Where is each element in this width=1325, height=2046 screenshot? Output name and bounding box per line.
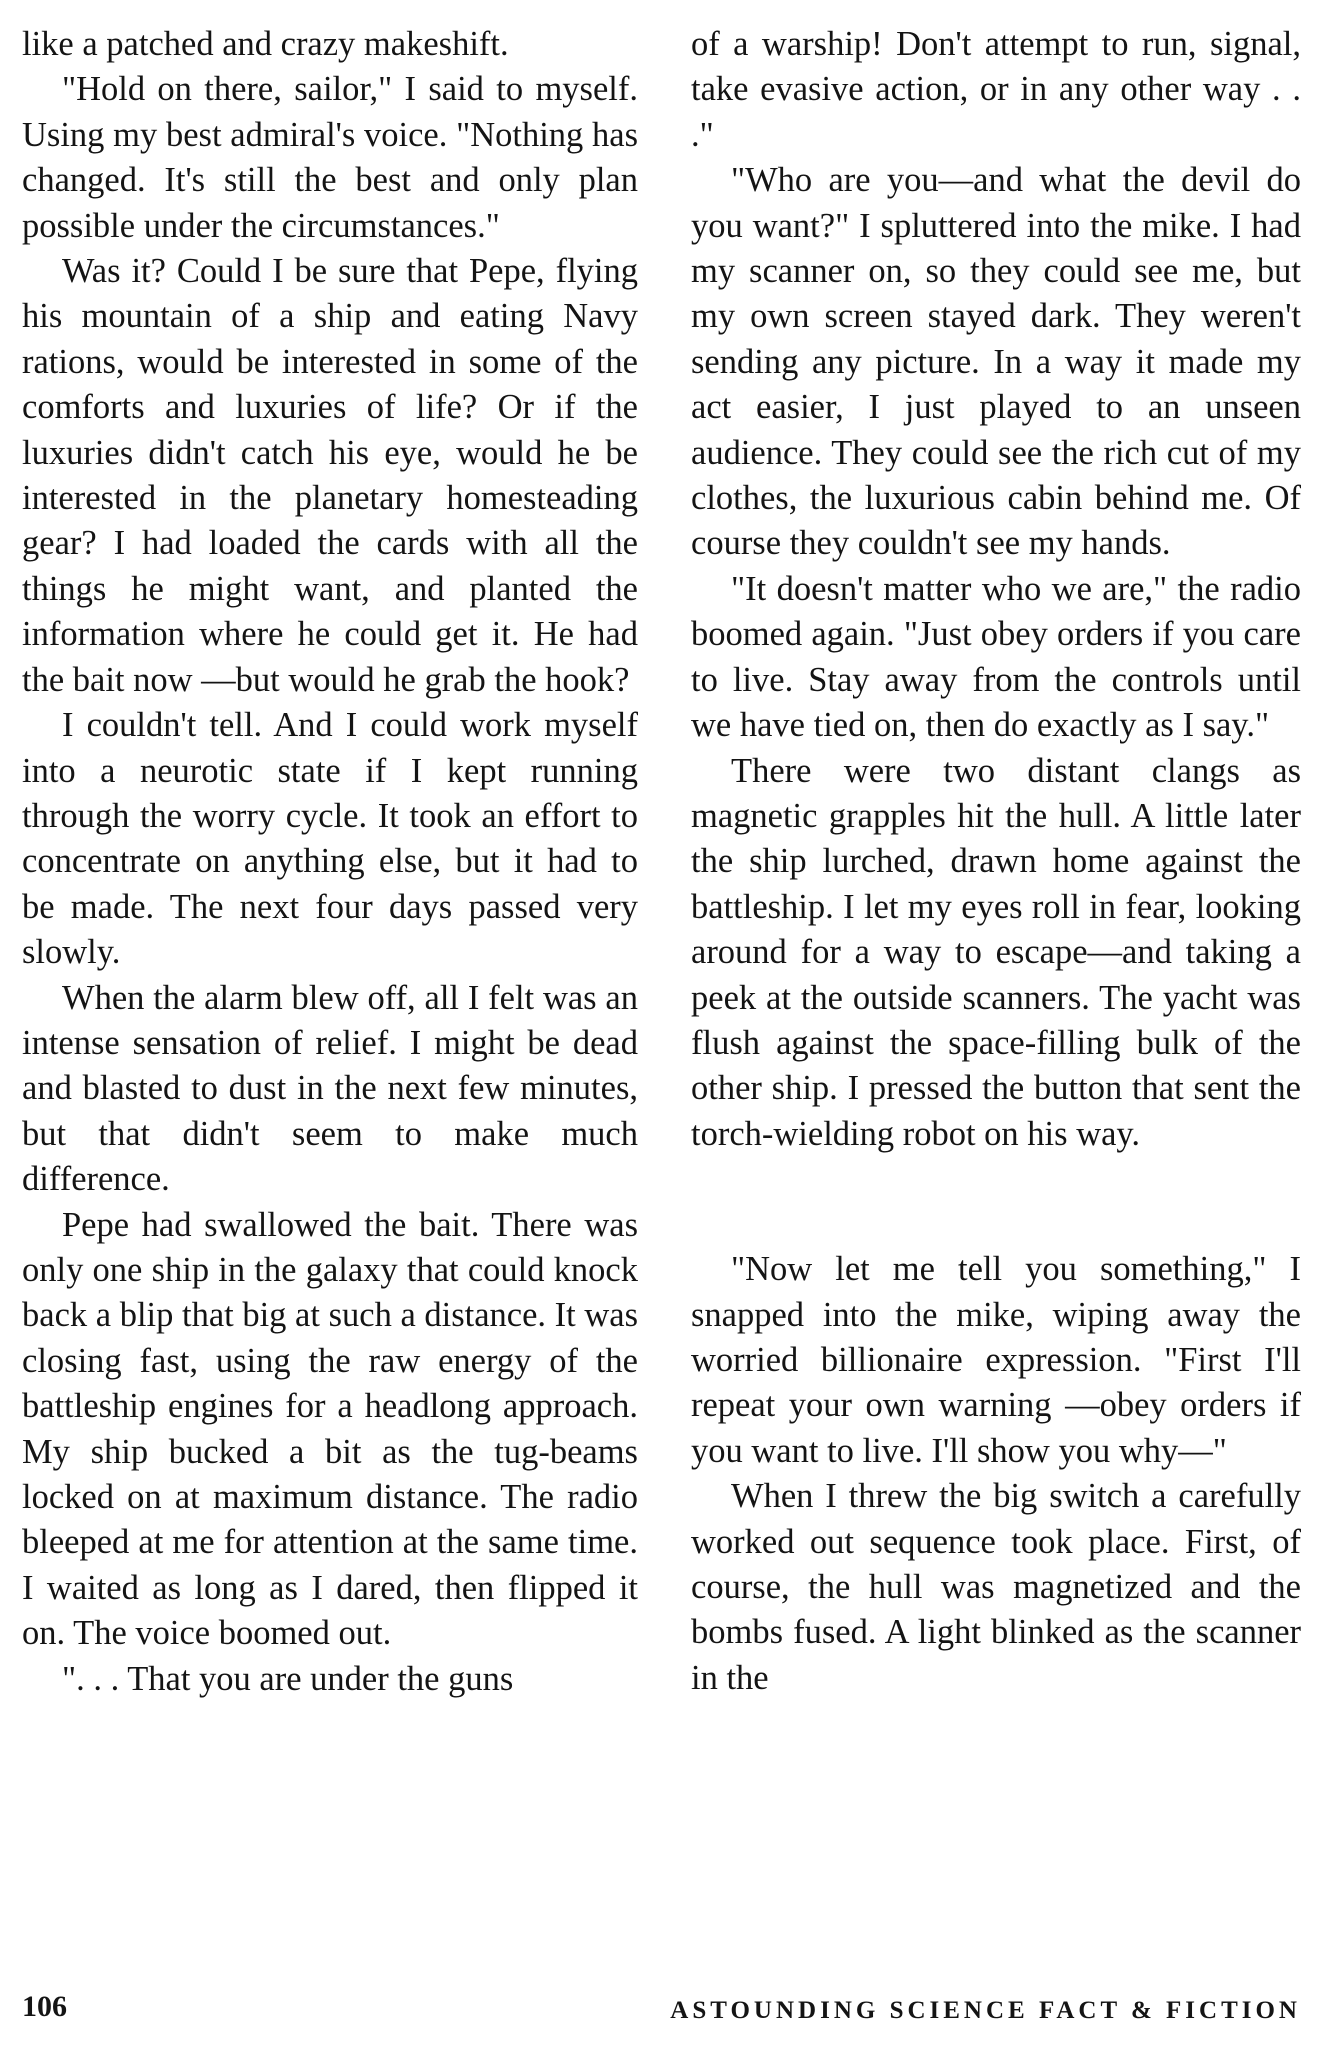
paragraph: Was it? Could I be sure that Pepe, flying his mountain of a ship and eating Navy rations, would be interested in some of the comforts and luxuries of life? Or if the luxuries didn't catch his eye, would he be interested in the planetary homesteading gear? I had loaded the cards with all the things he might want, and planted the information where he could get it. He had the bait now —but would he grab the hook? xyxy=(22,252,638,699)
paragraph: "Who are you—and what the devil do you want?" I spluttered into the mike. I had my scanner on, so they could see me, but my own screen stayed dark. They weren't sending any picture. In a way it made my act easier, I just played to an unseen audience. They could see the rich cut of my clothes, the luxurious cabin behind me. Of course they couldn't see my hands. xyxy=(691,161,1301,563)
text-column-left xyxy=(22,22,638,1702)
paragraph: ". . . That you are under the guns xyxy=(62,1659,514,1698)
text-column-right xyxy=(691,22,1301,1701)
paragraph: I couldn't tell. And I could work myself into a neurotic state if I kept running through the worry cycle. It took an effort to concentrate on anything else, but it had to be made. The next four days passed very slowly. xyxy=(22,706,638,972)
running-head: ASTOUNDING SCIENCE FACT & FICTION xyxy=(670,1997,1301,2024)
paragraph: Pepe had swallowed the bait. There was only one ship in the galaxy that could knock back a blip that big at such a distance. It was closing fast, using the raw energy of the battleship engines for a headlong approach. My ship bucked a bit as the tug-beams locked on at maximum distance. The radio bleeped at me for attention at the same time. I waited as long as I dared, then flipped it on. The voice boomed out. xyxy=(22,1205,639,1653)
page-number: 106 xyxy=(22,1990,67,2023)
paragraph: "It doesn't matter who we are," the radio boomed again. "Just obey orders if you care to live. Stay away from the controls until we have tied on, then do exactly as I say." xyxy=(691,569,1301,745)
paragraph: like a patched and crazy makeshift. xyxy=(22,25,509,63)
paragraph: "Hold on there, sailor," I said to myself. Using my best admiral's voice. "Nothing has changed. It's still the best and only plan possible under the circumstances." xyxy=(22,70,638,245)
paragraph: of a warship! Don't attempt to run, signal, take evasive action, or in any other way . . ." xyxy=(691,25,1301,154)
paragraph: There were two distant clangs as magnetic grapples hit the hull. A little later the ship lurched, drawn home against the battleship. I let my eyes roll in fear, looking around for a way to escape—and taking a peek at the outside scanners. The yacht was flush against the space-filling bulk of the other ship. I pressed the button that sent the torch-wielding robot on his way. xyxy=(691,751,1301,1153)
paragraph: When I threw the big switch a carefully worked out sequence took place. First, of course, the hull was magnetized and the bombs fused. A light blinked as the scanner in the xyxy=(691,1477,1301,1697)
paragraph: "Now let me tell you something," I snapped into the mike, wiping away the worried billionaire expression. "First I'll repeat your own warning —obey orders if you want to live. I'll show you why—" xyxy=(691,1250,1301,1470)
paragraph: When the alarm blew off, all I felt was an intense sensation of relief. I might be dead and blasted to dust in the next few minutes, but that didn't seem to make much difference. xyxy=(22,978,638,1199)
